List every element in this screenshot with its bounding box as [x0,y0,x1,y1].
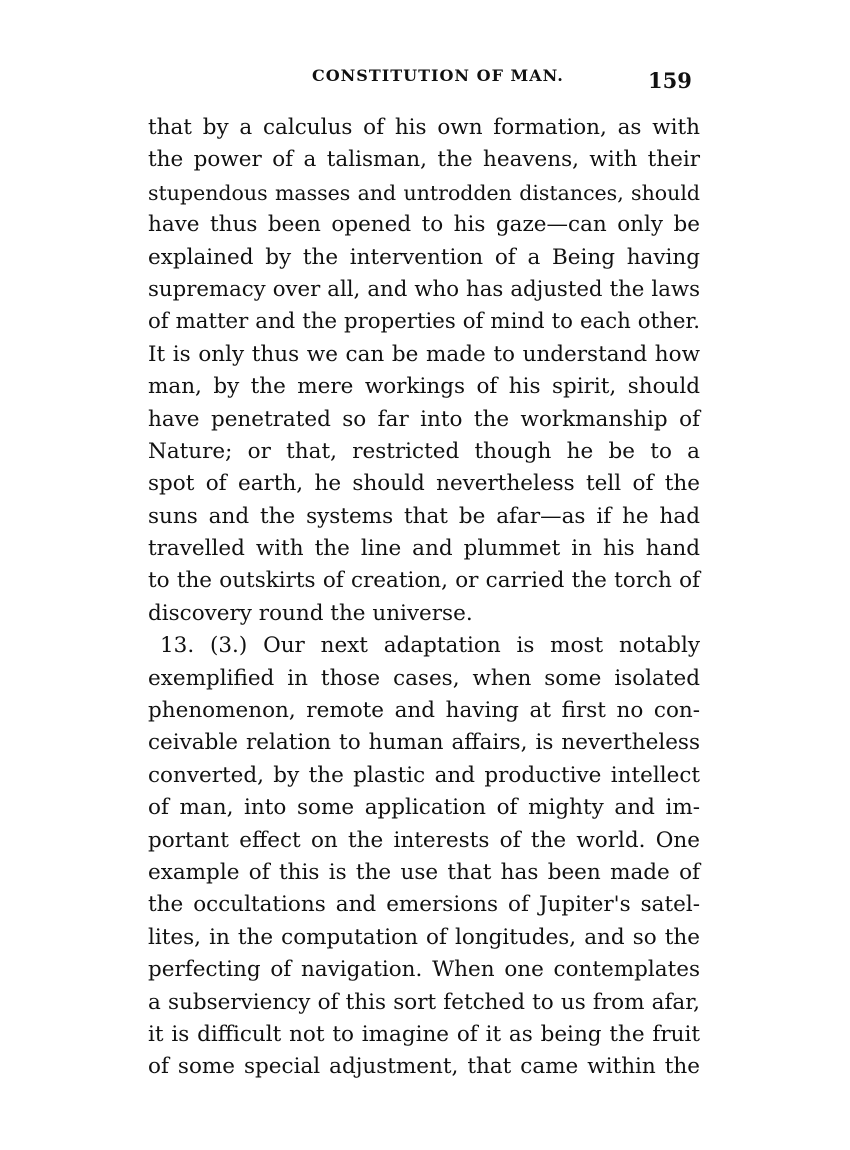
text-line: of matter and the properties of mind to each other. [148,309,700,335]
text-line: have penetrated so far into the workmanship of [148,406,700,432]
text-line: of man, into some application of mighty and im- [148,795,700,821]
page-number: 159 [648,68,692,93]
text-line: a subserviency of this sort fetched to us from afar, [148,989,700,1015]
text-line: Nature; or that, restricted though he be to a [148,438,700,464]
text-line: converted, by the plastic and productive intellect [148,762,700,788]
text-line: phenomenon, remote and having at first no con- [148,698,700,724]
text-line: of some special adjustment, that came within the [148,1054,700,1080]
body-text [148,112,700,1084]
text-line: ceivable relation to human affairs, is nevertheless [148,730,700,756]
text-line: lites, in the computation of longitudes, and so the [148,924,700,950]
text-line: travelled with the line and plummet in his hand [148,536,700,562]
text-line: perfecting of navigation. When one contemplates [148,957,700,983]
text-line: portant effect on the interests of the world. One [148,827,700,853]
text-line: the power of a talisman, the heavens, with their [148,147,700,173]
running-head: CONSTITUTION OF MAN. [312,66,564,85]
text-line: to the outskirts of creation, or carried the torch of [148,568,700,594]
text-line: It is only thus we can be made to understand how [148,341,700,367]
text-line: man, by the mere workings of his spirit, should [148,374,700,400]
text-line: supremacy over all, and who has adjusted the laws [148,276,700,302]
paragraph-start-line: 13. (3.) Our next adaptation is most notably [160,633,700,659]
text-line: discovery round the universe. [148,600,473,626]
text-line: stupendous masses and untrodden distances, should [148,180,700,205]
text-line: the occultations and emersions of Jupiter's satel- [148,892,700,918]
text-line: have thus been opened to his gaze—can only be [148,212,700,238]
text-line: spot of earth, he should nevertheless tell of the [148,471,700,497]
text-line: example of this is the use that has been made of [148,859,700,885]
text-line: that by a calculus of his own formation, as with [148,115,700,140]
text-line: it is difficult not to imagine of it as being the fruit [148,1021,700,1047]
text-line: explained by the intervention of a Being having [148,244,700,270]
text-line: exemplified in those cases, when some isolated [148,665,700,691]
text-line: suns and the systems that be afar—as if he had [148,503,700,529]
